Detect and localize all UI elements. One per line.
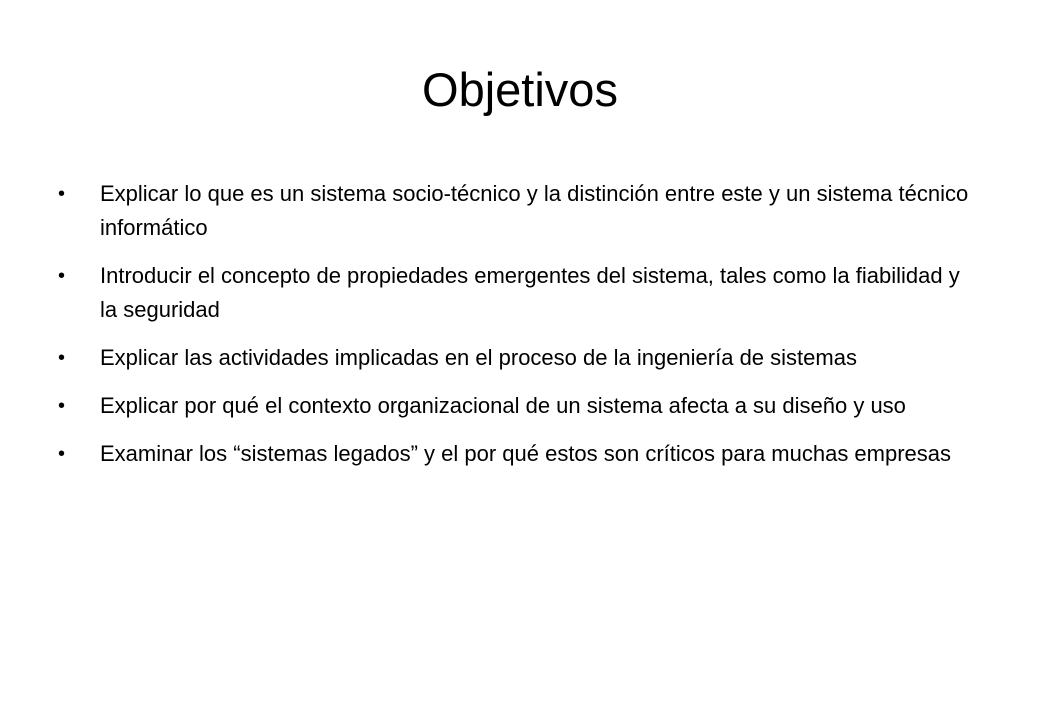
bullet-icon: • [58, 443, 66, 465]
bullet-icon: • [58, 183, 66, 205]
bullet-icon: • [58, 395, 66, 417]
bullet-item [58, 341, 978, 375]
bullet-item [58, 437, 978, 471]
bullet-text: Examinar los “sistemas legados” y el por qué estos son críticos para muchas empresas [100, 441, 952, 466]
bullet-icon: • [58, 347, 66, 369]
bullet-item [58, 177, 978, 245]
bullet-text: Introducir el concepto de propiedades emergentes del sistema, tales como la fiabilidad y la seguridad [100, 263, 960, 322]
bullet-item [58, 259, 978, 327]
bullet-text: Explicar las actividades implicadas en el proceso de la ingeniería de sistemas [100, 345, 857, 370]
slide-title: Objetivos [422, 63, 618, 116]
bullet-item [58, 389, 978, 423]
bullet-icon: • [58, 265, 66, 287]
bullet-text: Explicar lo que es un sistema socio-técnico y la distinción entre este y un sistema técnico informático [100, 181, 969, 240]
bullet-list [58, 177, 978, 485]
bullet-text: Explicar por qué el contexto organizacional de un sistema afecta a su diseño y uso [100, 393, 906, 418]
